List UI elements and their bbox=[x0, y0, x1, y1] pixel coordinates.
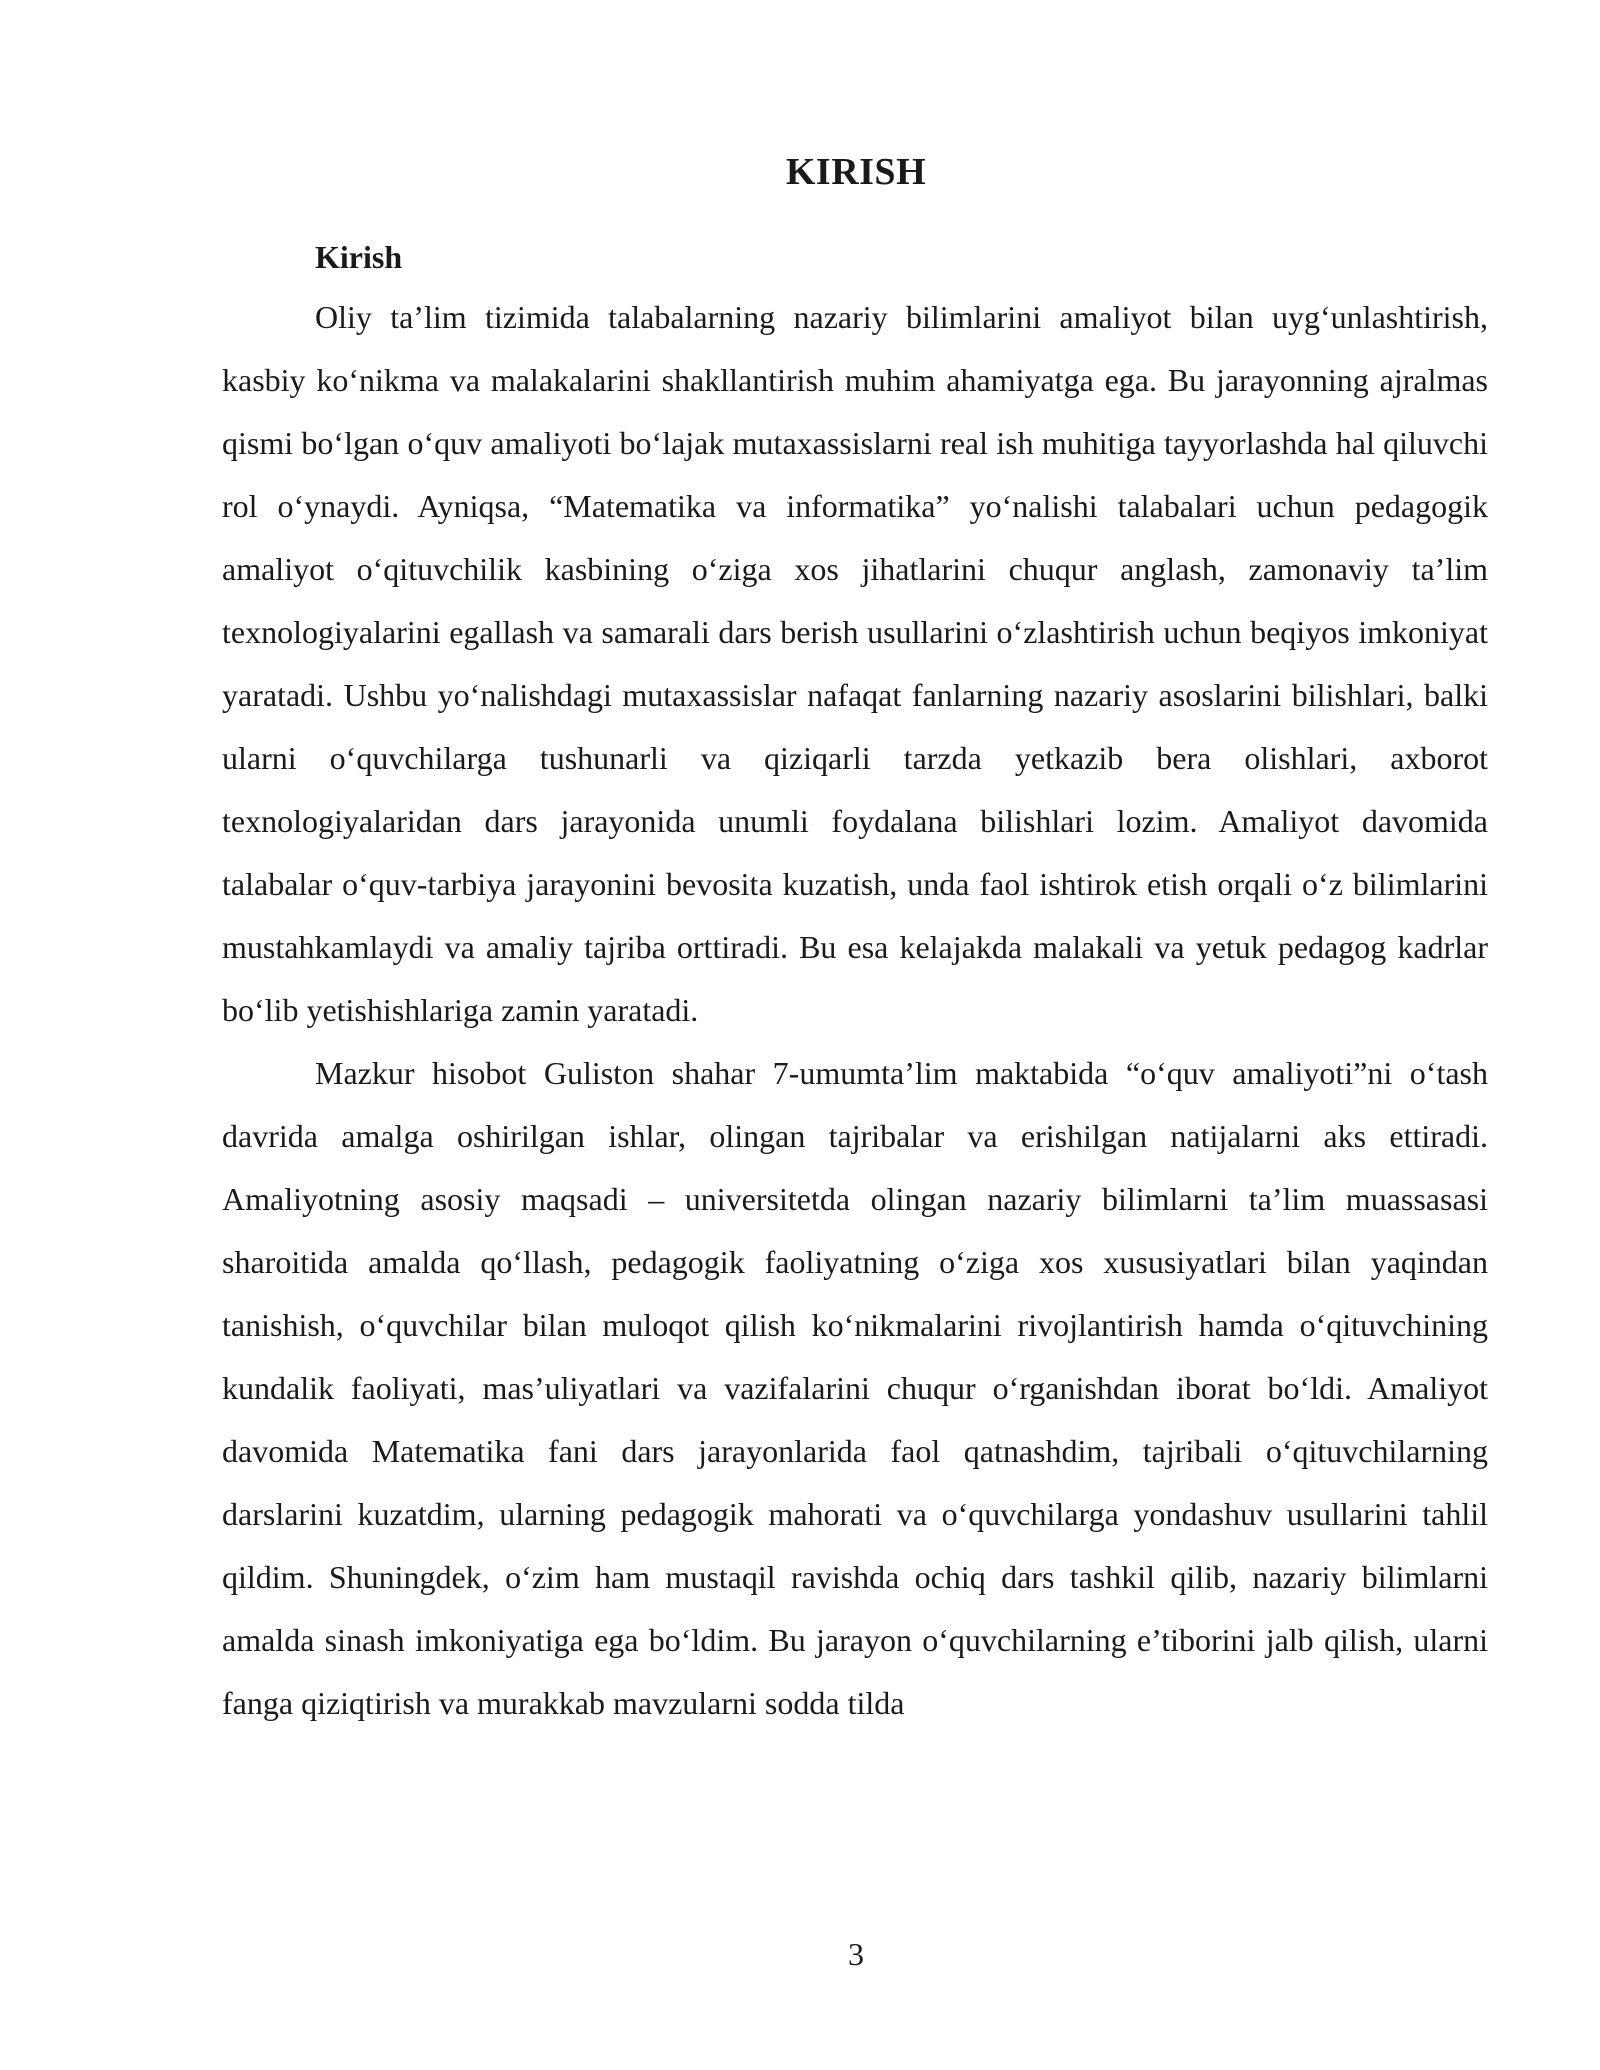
section-subheading: Kirish bbox=[315, 239, 403, 275]
paragraph-intro: Oliy ta’lim tizimida talabalarning nazariy bilimlarini amaliyot bilan uyg‘unlashtirish, kasbiy ko‘nikma va malakalarini shakllantirish muhim ahamiyatga ega. Bu jarayonning ajralmas qismi bo‘lgan o‘quv amaliyoti bo‘lajak mutaxassislarni real ish muhitiga tayyorlashda hal qiluvchi rol o‘ynaydi. Ayniqsa, “Matematika va informatika” yo‘nalishi talabalari uchun pedagogik amaliyot o‘qituvchilik kasbining o‘ziga xos jihatlarini chuqur anglash, zamonaviy ta’lim texnologiyalarini egallash va samarali dars berish usullarini o‘zlashtirish uchun beqiyos imkoniyat yaratadi. Ushbu yo‘nalishdagi mutaxassislar nafaqat fanlarning nazariy asoslarini bilishlari, balki ularni o‘quvchilarga tushunarli va qiziqarli tarzda yetkazib bera olishlari, axborot texnologiyalaridan dars jarayonida unumli foydalana bilishlari lozim. Amaliyot davomida talabalar o‘quv-tarbiya jarayonini bevosita kuzatish, unda faol ishtirok etish orqali o‘z bilimlarini mustahkamlaydi va amaliy tajriba orttiradi. Bu esa kelajakda malakali va yetuk pedagog kadrlar bo‘lib yetishishlariga zamin yaratadi. bbox=[222, 299, 1488, 1028]
page-number: 3 bbox=[848, 1936, 864, 1972]
page-title: KIRISH bbox=[785, 151, 927, 193]
paragraph-report: Mazkur hisobot Guliston shahar 7-umumta’lim maktabida “o‘quv amaliyoti”ni o‘tash davrida amalga oshirilgan ishlar, olingan tajribalar va erishilgan natijalarni aks ettiradi. Amaliyotning asosiy maqsadi – universitetda olingan nazariy bilimlarni ta’lim muassasasi sharoitida amalda qo‘llash, pedagogik faoliyatning o‘ziga xos xususiyatlari bilan yaqindan tanishish, o‘quvchilar bilan muloqot qilish ko‘nikmalarini rivojlantirish hamda o‘qituvchining kundalik faoliyati, mas’uliyatlari va vazifalarini chuqur o‘rganishdan iborat bo‘ldi. Amaliyot davomida Matematika fani dars jarayonlarida faol qatnashdim, tajribali o‘qituvchilarning darslarini kuzatdim, ularning pedagogik mahorati va o‘quvchilarga yondashuv usullarini tahlil qildim. Shuningdek, o‘zim ham mustaqil ravishda ochiq dars tashkil qilib, nazariy bilimlarni amalda sinash imkoniyatiga ega bo‘ldim. Bu jarayon o‘quvchilarning e’tiborini jalb qilish, ularni fanga qiziqtirish va murakkab mavzularni sodda tilda bbox=[222, 1055, 1488, 1721]
document-body bbox=[222, 234, 1488, 1735]
